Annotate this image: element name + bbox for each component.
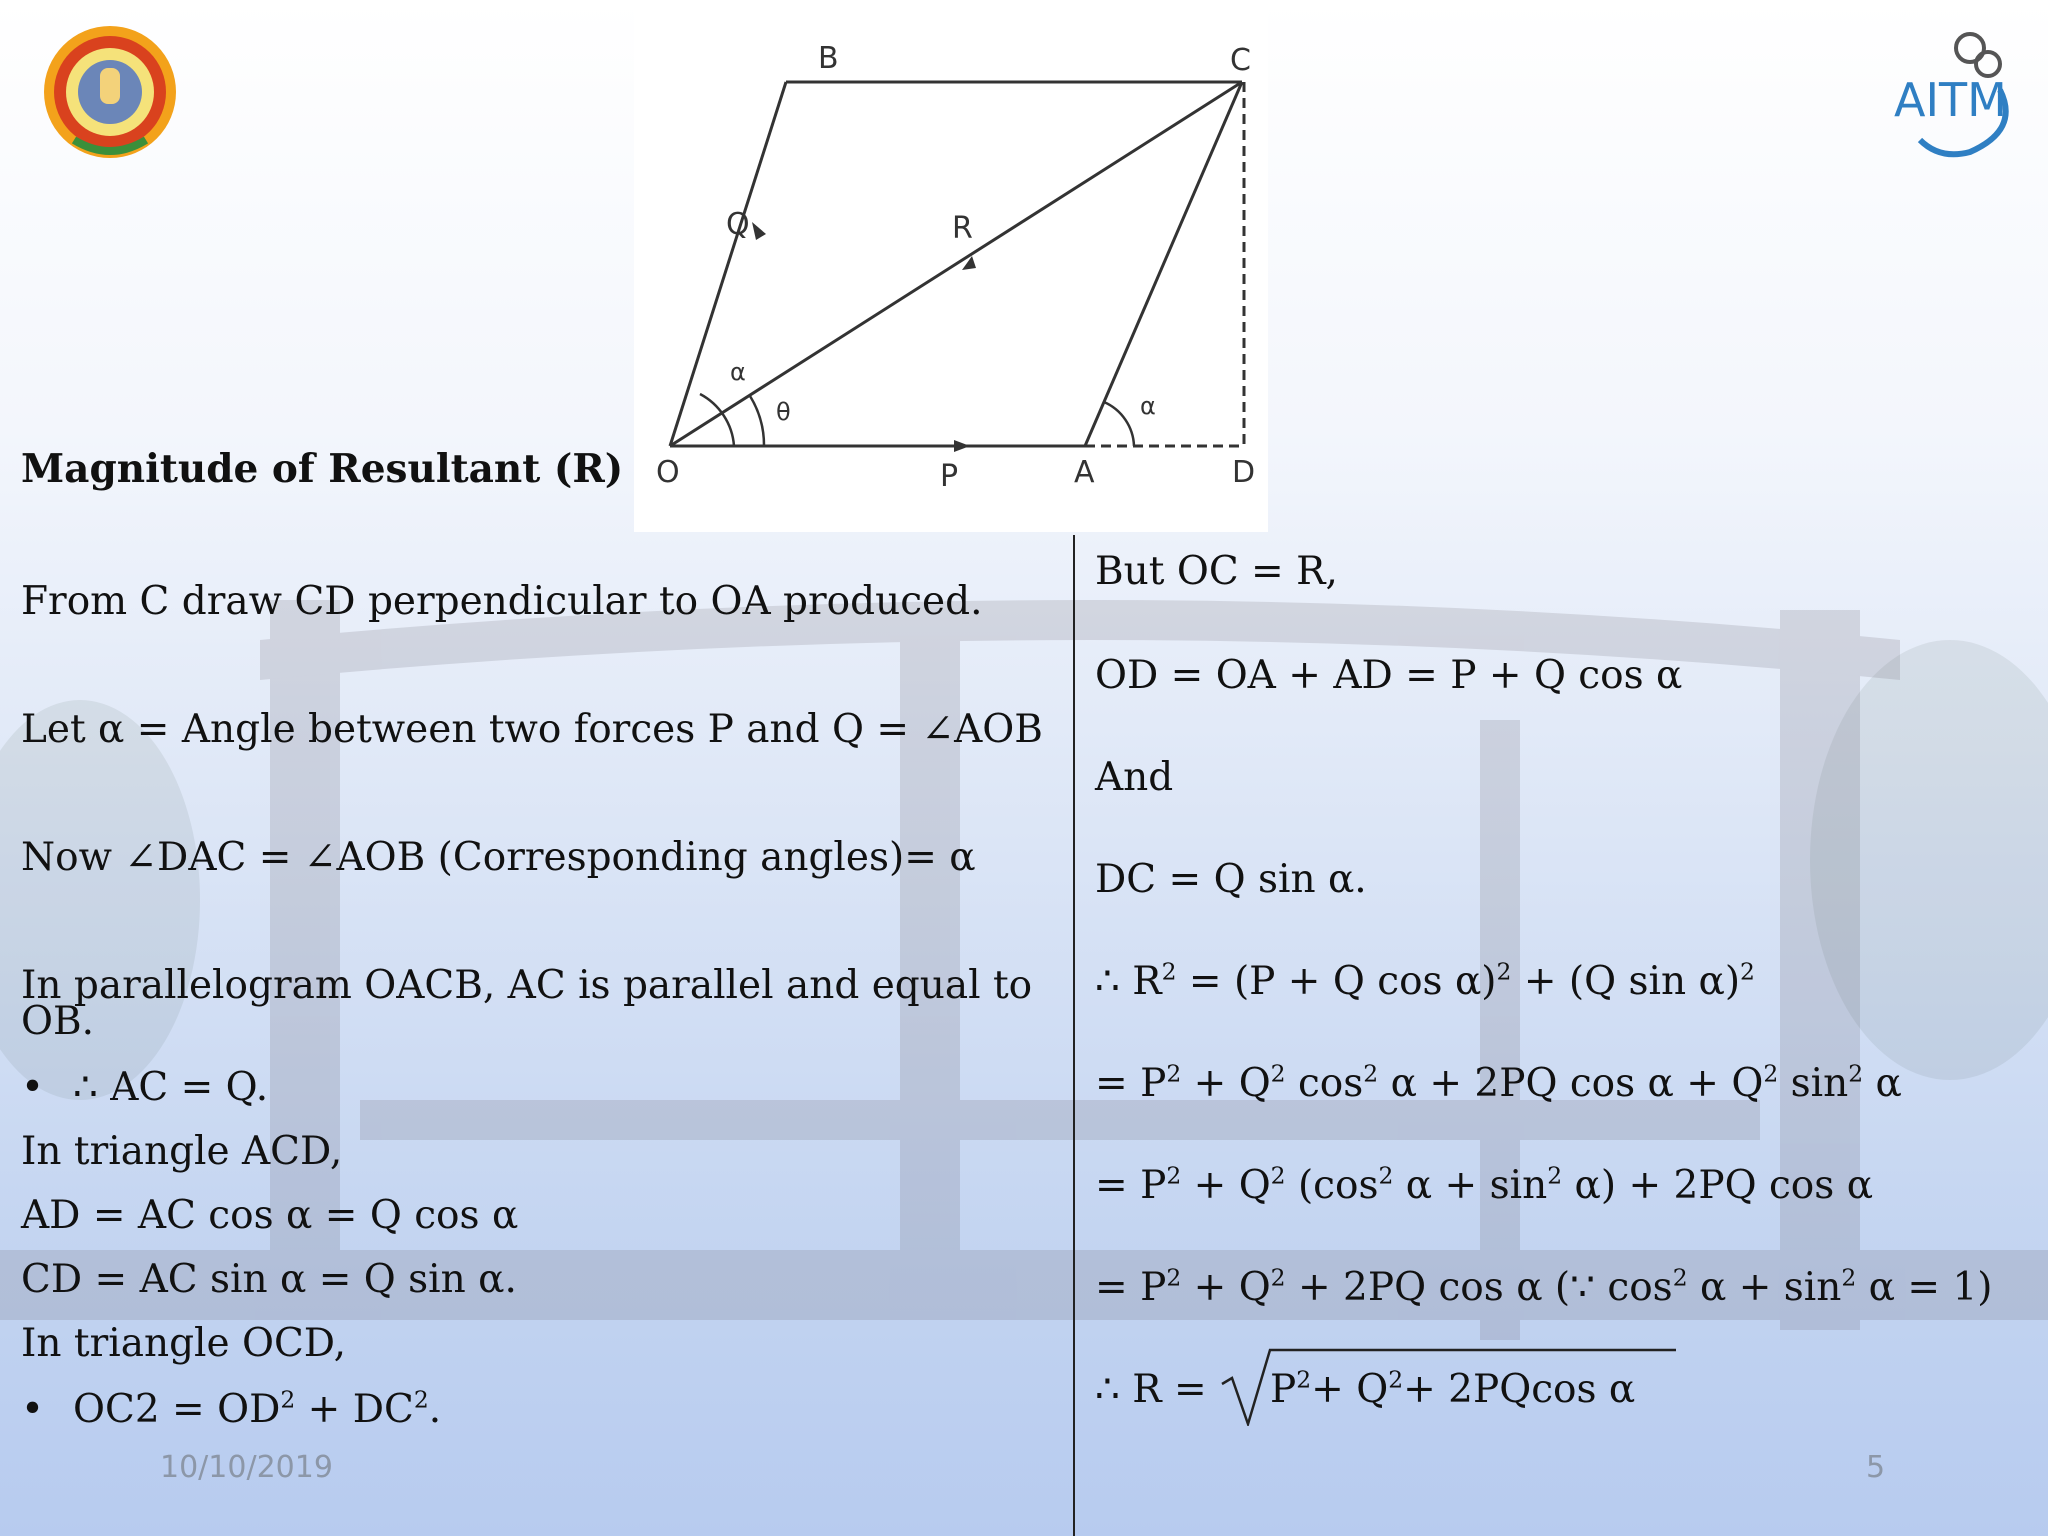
angle-alpha-a-arc	[1104, 402, 1134, 446]
aitm-logo-text: AITM	[1894, 73, 2007, 127]
text-line-8: In triangle OCD,	[21, 1321, 347, 1366]
bullet-dot: •	[21, 1065, 45, 1110]
label-d: D	[1232, 455, 1256, 490]
footer-date: 10/10/2019	[160, 1450, 333, 1485]
right-line-3: And	[1095, 755, 1174, 800]
right-line-4: DC = Q sin α.	[1095, 857, 1367, 902]
diagonal-oc	[670, 82, 1242, 446]
text-line-1: From C draw CD perpendicular to OA produced.	[21, 579, 983, 624]
text-line-4: In parallelogram OACB, AC is parallel and equal to OB.	[21, 963, 1033, 1044]
equation-grouped: = $P^2 + Q^2$ ($\cos^2$ $\alpha + \sin^2 \alpha) + 2PQ$ cos α	[1095, 1161, 1874, 1208]
parallelogram-diagram	[634, 0, 1268, 532]
equation-r-radicand: $P^2+ Q^2+ 2PQcos$ α	[1270, 1365, 1636, 1412]
text-line-2: Let α = Angle between two forces P and Q = ∠AOB	[21, 707, 1043, 752]
text-line-3: Now ∠DAC = ∠AOB (Corresponding angles)= α	[21, 835, 976, 880]
side-ob	[670, 82, 786, 446]
section-heading: Magnitude of Resultant (R)	[21, 446, 624, 492]
label-alpha-o: α	[730, 358, 746, 386]
institute-emblem-logo	[34, 22, 186, 162]
bullet-dot: •	[21, 1387, 45, 1432]
equation-expansion: = $P^2 + Q^2$ $\cos^2 \alpha + 2PQ$ $\cos \alpha + Q^2$ $\sin^2 \alpha$	[1095, 1059, 1902, 1106]
bullet-oc2: • $OC2 = OD^2 + DC^2$.	[21, 1385, 442, 1432]
label-b: B	[818, 41, 839, 76]
label-a: A	[1074, 455, 1095, 490]
equation-r-prefix: ∴ R =	[1095, 1367, 1207, 1412]
equation-simplified: = $P^2 + Q^2 + 2PQ$ cos α (∵ $\cos^2 \alpha + \sin^2 \alpha = 1$)	[1095, 1263, 1993, 1310]
label-r: R	[952, 211, 973, 246]
bullet-ac-equals-q	[21, 1065, 269, 1110]
arrow-p-head	[954, 440, 970, 452]
label-theta: θ	[776, 398, 791, 426]
label-p: P	[940, 459, 959, 494]
equation-r-squared: ∴ $R^2 = (P + Q$ cos α)$^2$ + (Q sin α)$^2$	[1095, 957, 1755, 1004]
bullet-text-1: ∴ AC = Q.	[73, 1065, 269, 1110]
side-ac	[1085, 82, 1242, 446]
column-divider	[1073, 535, 1075, 1536]
angle-theta-arc	[750, 396, 764, 446]
label-o: O	[656, 455, 680, 490]
label-alpha-a: α	[1140, 392, 1156, 420]
text-line-5: In triangle ACD,	[21, 1129, 343, 1174]
aitm-logo	[1880, 20, 2030, 170]
footer-page-number: 5	[1866, 1450, 1886, 1485]
right-line-2: OD = OA + AD = P + Q cos α	[1095, 653, 1683, 698]
label-c: C	[1230, 43, 1251, 78]
arrow-q-head	[752, 222, 766, 240]
text-line-6: AD = AC cos α = Q cos α	[21, 1193, 519, 1238]
angle-alpha-arc	[700, 394, 734, 446]
text-line-7: CD = AC sin α = Q sin α.	[21, 1257, 517, 1302]
label-q: Q	[726, 207, 750, 242]
right-line-1: But OC = R,	[1095, 549, 1338, 594]
